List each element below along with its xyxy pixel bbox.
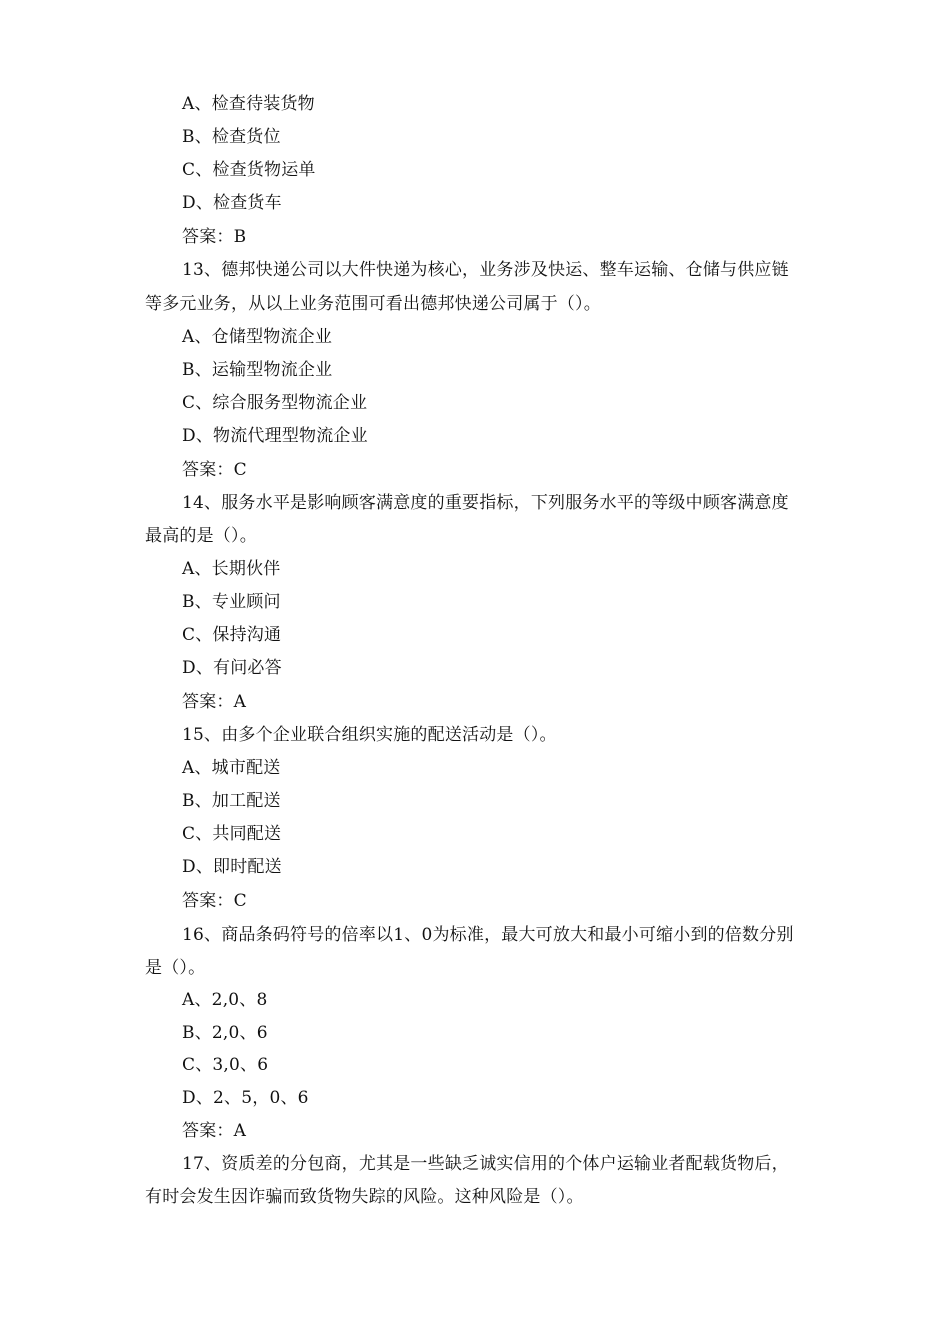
q16-question-line1: 16、商品条码符号的倍率以1、0为标准，最大可放大和最小可缩小到的倍数分别 (182, 925, 794, 945)
q14-option-a: A、长期伙伴 (182, 559, 281, 579)
q12-option-b: B、检查货位 (182, 127, 281, 147)
q14-option-b: B、专业顾问 (182, 592, 281, 612)
q17-question-line2: 有时会发生因诈骗而致货物失踪的风险。这种风险是（）。 (145, 1187, 584, 1207)
q13-answer: 答案：C (182, 460, 247, 480)
q17-question-line1: 17、资质差的分包商，尤其是一些缺乏诚实信用的个体户运输业者配载货物后， (182, 1154, 789, 1174)
q14-answer: 答案：A (182, 692, 247, 712)
q16-answer: 答案：A (182, 1121, 247, 1141)
q12-option-d: D、检查货车 (182, 193, 282, 213)
q15-option-c: C、共同配送 (182, 824, 282, 844)
q16-option-c: C、3,0、6 (182, 1055, 269, 1075)
q13-option-b: B、运输型物流企业 (182, 360, 333, 380)
q13-option-a: A、仓储型物流企业 (182, 327, 333, 347)
q15-option-b: B、加工配送 (182, 791, 281, 811)
q15-option-a: A、城市配送 (182, 758, 281, 778)
q12-option-a: A、检查待装货物 (182, 94, 315, 114)
q13-question-line1: 13、德邦快递公司以大件快递为核心，业务涉及快运、整车运输、仓储与供应链 (182, 260, 789, 280)
q16-option-d: D、2、5，0、6 (182, 1088, 309, 1108)
q16-option-a: A、2,0、8 (182, 990, 268, 1010)
q15-question-line1: 15、由多个企业联合组织实施的配送活动是（）。 (182, 725, 557, 745)
q16-question-line2: 是（）。 (145, 958, 206, 978)
q13-question-line2: 等多元业务，从以上业务范围可看出德邦快递公司属于（）。 (145, 294, 601, 314)
q14-option-d: D、有问必答 (182, 658, 282, 678)
q14-question-line1: 14、服务水平是影响顾客满意度的重要指标，下列服务水平的等级中顾客满意度 (182, 493, 789, 513)
q13-option-c: C、综合服务型物流企业 (182, 393, 368, 413)
q12-answer: 答案：B (182, 227, 247, 247)
q14-option-c: C、保持沟通 (182, 625, 282, 645)
q14-question-line2: 最高的是（）。 (145, 526, 257, 546)
q13-option-d: D、物流代理型物流企业 (182, 426, 368, 446)
q15-option-d: D、即时配送 (182, 857, 282, 877)
q15-answer: 答案：C (182, 891, 247, 911)
q12-option-c: C、检查货物运单 (182, 160, 316, 180)
q16-option-b: B、2,0、6 (182, 1023, 268, 1043)
